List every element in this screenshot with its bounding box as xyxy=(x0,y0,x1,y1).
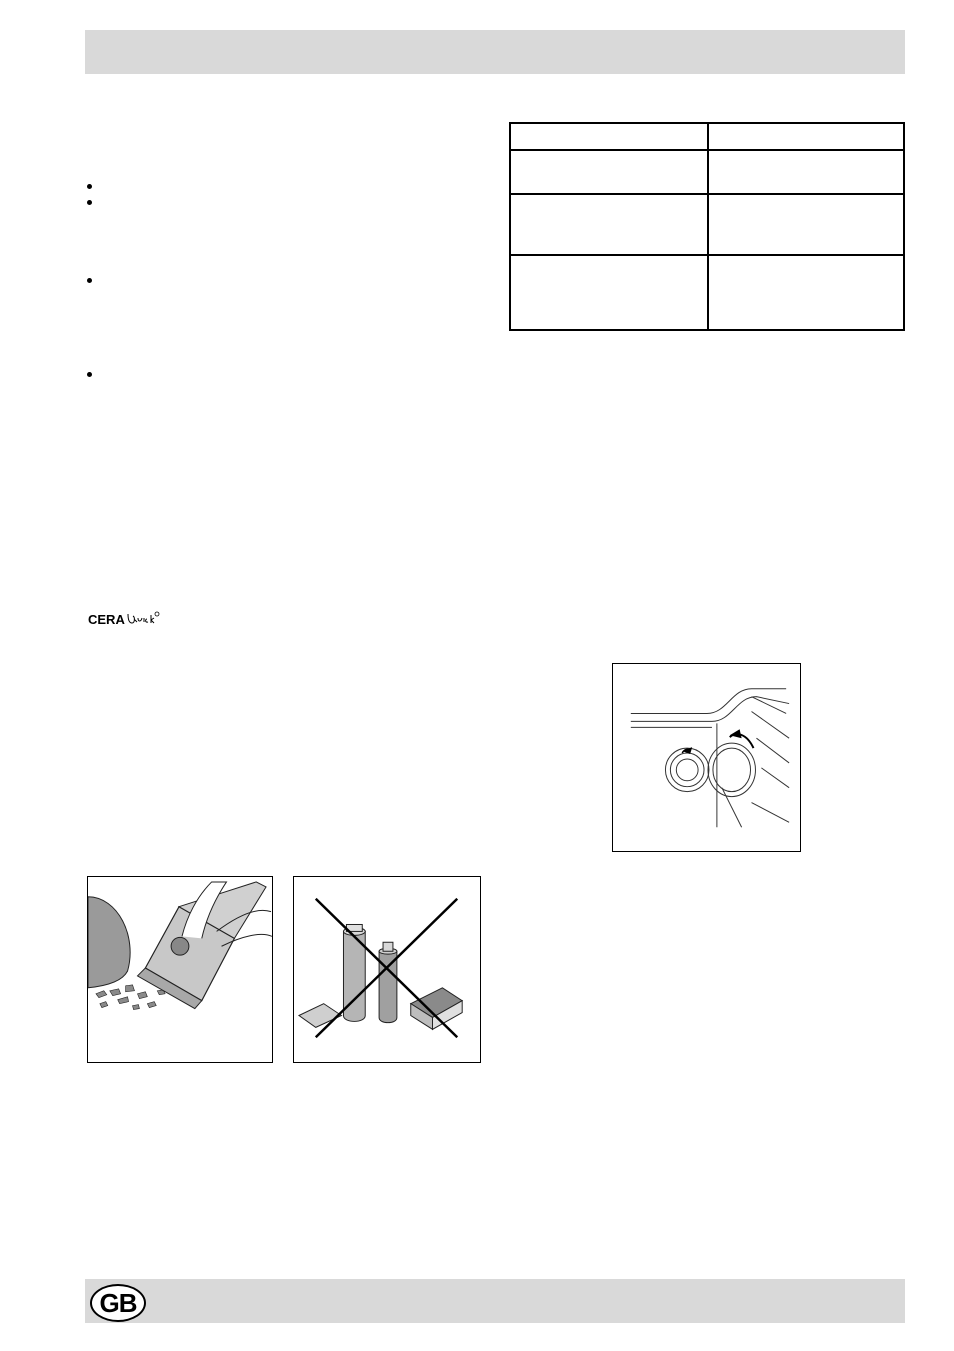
table-row-divider xyxy=(511,254,903,256)
cera-quick-logo xyxy=(88,610,160,628)
bullet-3 xyxy=(87,278,92,283)
cooking-zone-illustration xyxy=(613,664,800,851)
prohibited-products-illustration xyxy=(294,877,480,1062)
table-row-divider xyxy=(511,193,903,195)
footer-band xyxy=(85,1279,905,1323)
bullet-2 xyxy=(87,200,92,205)
language-badge: GB xyxy=(90,1284,146,1322)
bullet-1 xyxy=(87,184,92,189)
hob-detail-figure xyxy=(612,663,801,852)
bullet-4 xyxy=(87,372,92,377)
scraper-illustration xyxy=(88,877,272,1062)
info-table xyxy=(509,122,905,331)
header-band xyxy=(85,30,905,74)
prohibited-products-figure xyxy=(293,876,481,1063)
table-column-divider xyxy=(707,124,709,329)
svg-text:CERA: CERA xyxy=(88,612,125,627)
scraper-figure xyxy=(87,876,273,1063)
table-row-divider xyxy=(511,149,903,151)
